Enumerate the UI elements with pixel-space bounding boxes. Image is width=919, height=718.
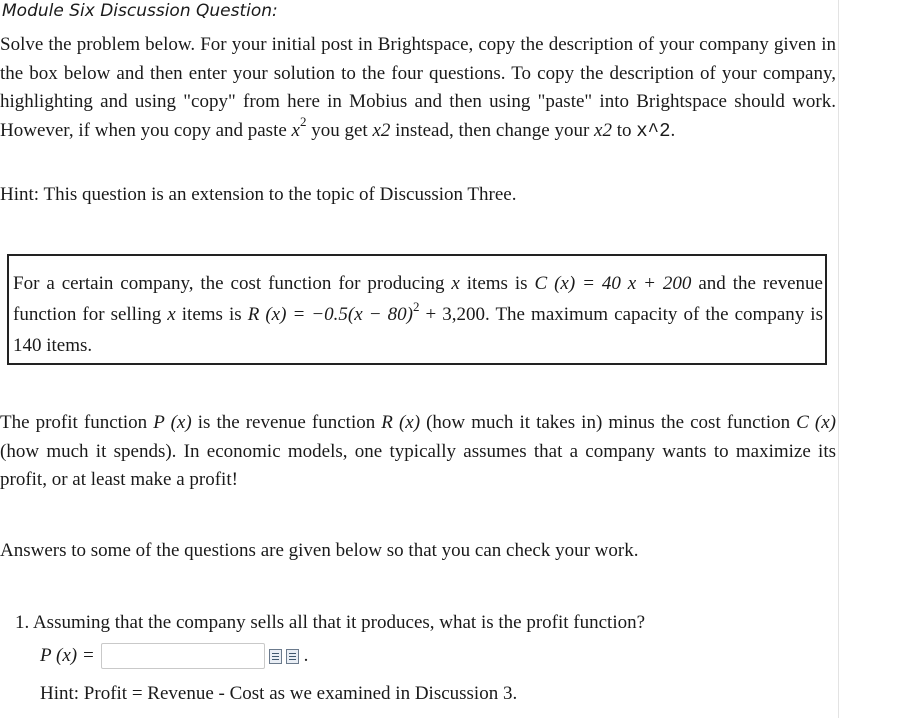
profit-function-input[interactable] bbox=[101, 643, 265, 669]
math-x: x bbox=[291, 119, 300, 141]
period: . bbox=[303, 645, 309, 666]
answers-note: Answers to some of the questions are given below so that you can check your work. bbox=[0, 540, 639, 561]
math-R: R (x) bbox=[381, 412, 421, 433]
profit-description: The profit function P (x) is the revenue function R (x) (how much it takes in) minus the cost function C (x) (how much it spends). In economic models, one typically assumes that a company wants to maximize its profit, or at least make a profit! bbox=[0, 412, 836, 490]
math-x2-flat: x2 bbox=[372, 119, 391, 141]
revenue-function: R (x) = −0.5(x − 80) bbox=[247, 304, 413, 325]
question-1-answer-row bbox=[40, 640, 308, 672]
math-x: x bbox=[167, 304, 176, 325]
equation-editor-icon[interactable] bbox=[269, 649, 282, 664]
math-P: P (x) bbox=[153, 412, 192, 433]
math-x2-flat-2: x2 bbox=[594, 119, 612, 141]
revenue-exponent: 2 bbox=[412, 298, 420, 314]
company-description: For a certain company, the cost function for producing x items is C (x) = 40 x + 200 and the revenue function for selling x items is R $(x) = -0.5(x - 80)^2 + 3,200$. The maximum capacity of the company is 140 items. bbox=[13, 273, 823, 356]
math-x-caret: x^2 bbox=[636, 119, 671, 142]
question-1-hint: Hint: Profit = Revenue - Cost as we examined in Discussion 3. bbox=[40, 683, 518, 704]
math-C: C (x) bbox=[796, 412, 836, 433]
preview-icon[interactable] bbox=[286, 649, 299, 664]
company-description-box bbox=[7, 254, 827, 365]
revenue-tail: + 3,200 bbox=[419, 304, 485, 325]
math-exp: 2 bbox=[299, 114, 307, 130]
cost-function: C (x) = 40 x + 200 bbox=[534, 273, 692, 294]
page-divider bbox=[838, 0, 839, 718]
intro-paragraph: Solve the problem below. For your initial post in Brightspace, copy the description of your company given in the box below and then enter your solution to the four questions. To copy the description of your company, highlighting and using "copy" from here in Mobius and then using "paste" into Brightspace should work. However, if when you copy and paste $x^2$ you get x2 instead, then change your x2 to x^2. bbox=[0, 34, 836, 142]
math-x: x bbox=[451, 273, 460, 294]
answer-prompt: P (x) = bbox=[40, 645, 95, 666]
question-1-label: 1. Assuming that the company sells all that it produces, what is the profit function? bbox=[15, 612, 646, 633]
page-title: Module Six Discussion Question: bbox=[2, 1, 278, 21]
hint-discussion-three: Hint: This question is an extension to the topic of Discussion Three. bbox=[0, 184, 517, 205]
